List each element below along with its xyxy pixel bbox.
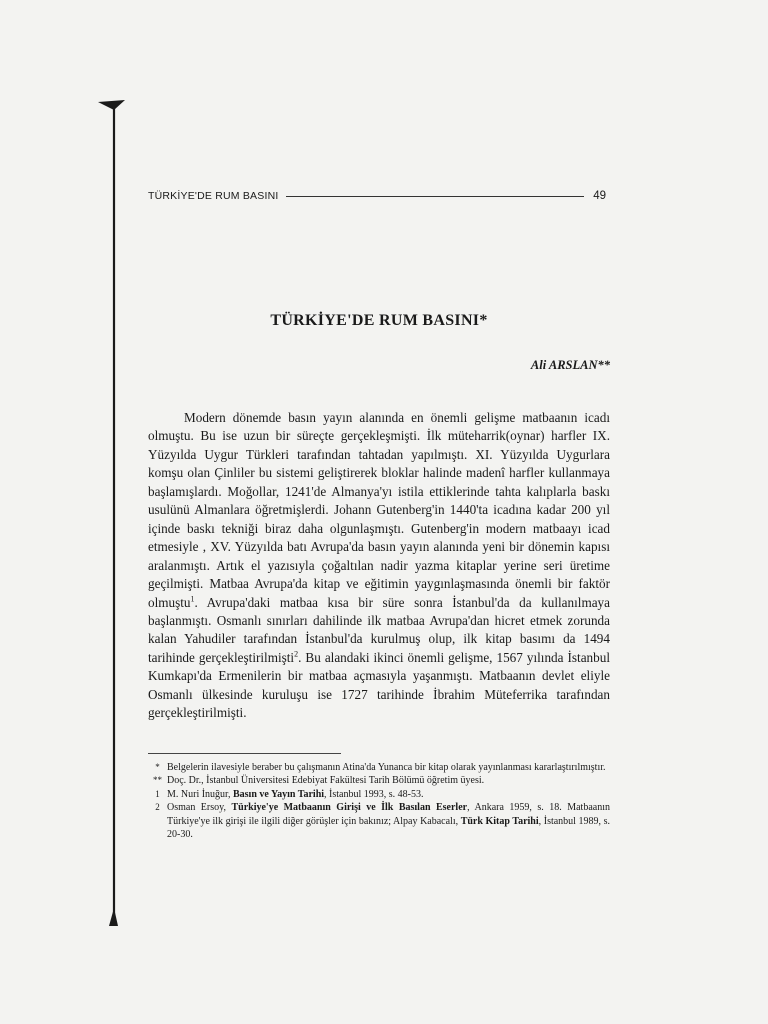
footnote-text [167,801,610,841]
footnote-mark: * [155,762,160,772]
article-author: Ali ARSLAN** [530,358,610,372]
article-title: TÜRKİYE'DE RUM BASINI* [270,312,488,329]
running-title: TÜRKİYE'DE RUM BASINI [148,190,279,202]
binding-margin-mark [98,100,128,930]
footnote-text [167,788,610,801]
citation-details: , Ankara 1959, s. 18. Matbaanın Türkiye'ye ilk girişi ile ilgili diğer görüşler için bakınız; Alpay Kabacalı, [167,802,610,827]
footnote-ref-1: 1 [190,594,195,604]
body-paragraph [148,409,610,723]
footnote-text: Belgelerin ilavesiyle beraber bu çalışmanın Atina'da Yunanca bir kitap olarak yayınlanması kararlaştırılmıştır. [167,762,606,773]
body-text-part-3: . Bu alandaki ikinci önemli gelişme, 1567 yılında İstanbul Kumkapı'da Ermenilerin bir matbaa açmasıyla yaşanmıştı. Matbaanın devlet eliyle Osmanlı ülkesinde kuruluşu ise 1727 tarihinde İbrahim Müteferrika tarafından gerçekleştirilmişti. [148,649,610,721]
citation-title: Türkiye'ye Matbaanın Girişi ve İlk Basılan Eserler [231,802,468,814]
footnote-mark: 2 [155,802,160,813]
footnote [148,761,610,774]
body-text-part-2: . Avrupa'daki matbaa kısa bir süre sonra İstanbul'da da kullanılmaya başlanmıştı. Osmanlı sınırları dahilinde ilk matbaa Avrupa'dan hicret etmek zorunda kalan Yahudiler tarafından İstanbul'da kurulmuş olup, ilk kitap basımı da 1494 tarihinde gerçekleştirilmişti [148,594,610,665]
footnote [148,788,610,801]
citation-title: Basın ve Yayın Tarihi [232,788,325,800]
footnote-mark: 1 [155,788,160,799]
page-number: 49 [593,190,606,202]
header-rule [286,196,584,197]
footnote-separator [148,753,341,754]
citation-author: M. Nuri İnuğur, [167,788,233,800]
footnote-mark: ** [153,775,162,786]
body-text-part-1: Modern dönemde basın yayın alanında en önemli gelişme matbaanın icadı olmuştu. Bu ise uzun bir süreçte gerçekleşmişti. İlk müteharrik(oynar) harfler IX. Yüzyılda Uygur Türkleri tarafından tahtadan yapılmıştı. XI. Yüzyılda Uygurlara komşu olan Çinliler bu sistemi geliştirerek bloklar halinde madenî harfler kullanmaya başlamışlardı. Moğollar, 1241'de Almanya'yı istila ettiklerinde tahta kalıplarla baskı usulünü Almanlara öğretmişlerdi. Johann Gutenberg'in 1440'ta icadına kadar 200 yıl içinde baskı tekniği biraz daha olgunlaşmıştı. Gutenberg'in modern matbaayı icad etmesiyle , XV. Yüzyılda batı Avrupa'da basın yayın alanında yeni bir dönemin kapısı aralanmıştı. Artık el yazısıyla çoğaltılan nadir yazma kitaplar yerine seri üretime geçilmişti. Matbaa Avrupa'da kitap ve eğitimin yaygınlaşmasında önemli bir faktör olmuştu [148,410,610,610]
footnote-text: Doç. Dr., İstanbul Üniversitesi Edebiyat Fakültesi Tarih Bölümü öğretim üyesi. [167,775,485,787]
citation-author: Osman Ersoy, [167,802,232,814]
citation-details: , İstanbul 1993, s. 48-53. [324,788,424,800]
footnotes [148,761,610,841]
running-header [148,187,610,205]
footnote-ref-2: 2 [294,649,299,659]
citation-title: Türk Kitap Tarihi [460,815,539,827]
footnote [148,774,610,787]
citation-details: , İstanbul 1989, s. 20-30. [167,815,610,841]
footnote [148,801,610,841]
